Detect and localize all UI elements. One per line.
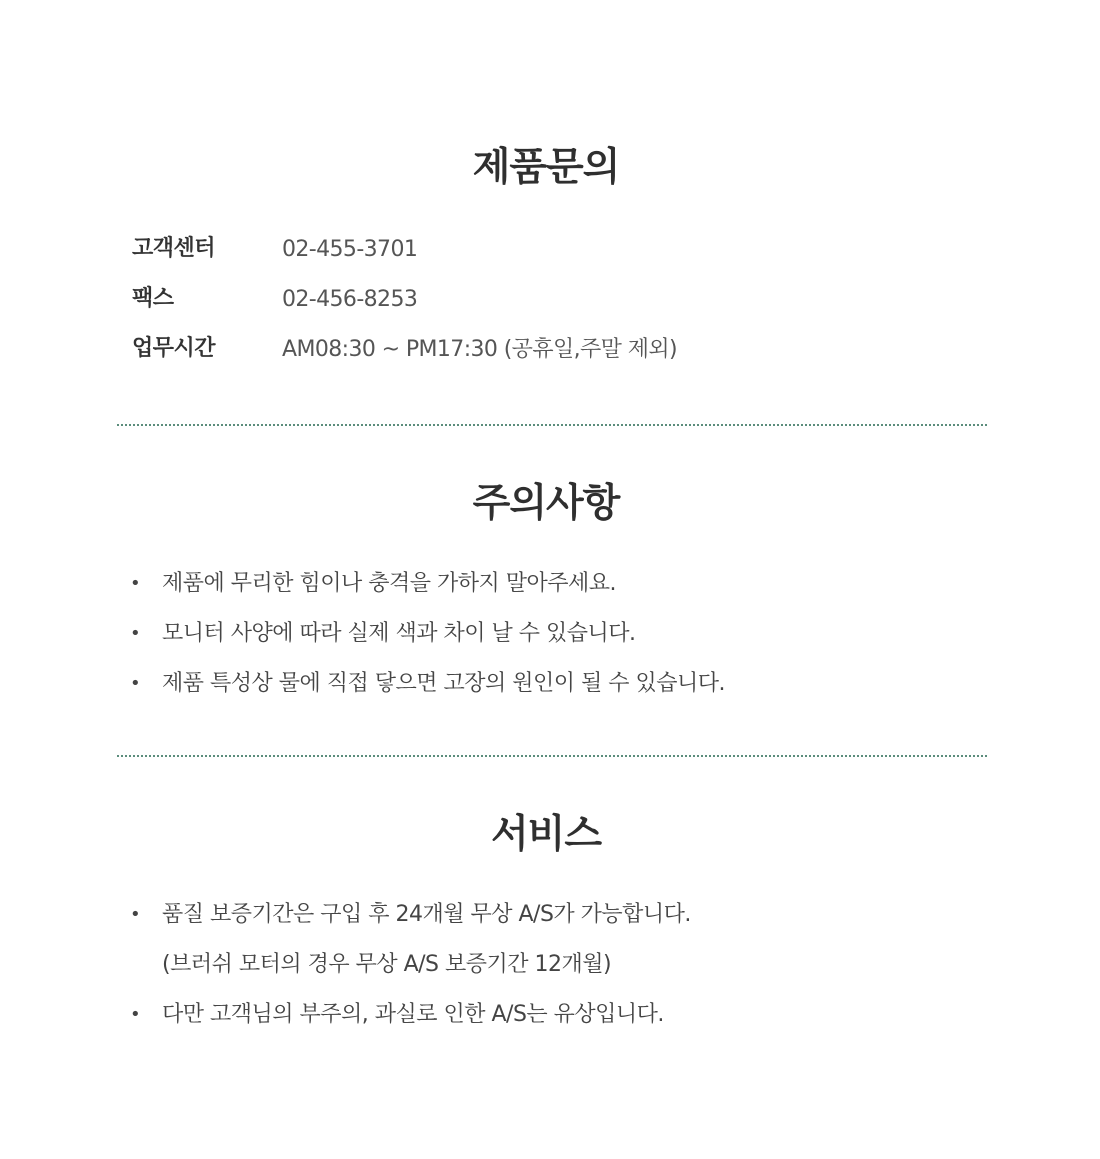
bullet-icon: • <box>130 623 141 644</box>
service-section-title: 서비스 <box>490 812 602 857</box>
contact-label: 업무시간 <box>132 336 216 361</box>
bullet-icon: • <box>130 573 141 594</box>
notice-list-item <box>130 668 990 700</box>
bullet-icon: • <box>130 673 141 694</box>
contact-value-fax: 02-456-8253 <box>282 287 418 312</box>
service-list-item <box>130 899 990 931</box>
contact-row-customer-center <box>132 234 992 264</box>
bullet-icon: • <box>130 1004 141 1025</box>
contact-value-phone: 02-455-3701 <box>282 237 418 262</box>
dotted-divider <box>117 755 987 757</box>
service-item-note: (브러쉬 모터의 경우 무상 A/S 보증기간 12개월) <box>162 952 612 977</box>
service-item-text: 다만 고객님의 부주의, 과실로 인한 A/S는 유상입니다. <box>162 1002 664 1027</box>
notice-item-text: 제품 특성상 물에 직접 닿으면 고장의 원인이 될 수 있습니다. <box>162 671 725 696</box>
notice-list-item <box>130 618 990 650</box>
bullet-icon: • <box>130 904 141 925</box>
contact-label: 고객센터 <box>132 236 216 261</box>
service-item-text: 품질 보증기간은 구입 후 24개월 무상 A/S가 가능합니다. <box>162 902 691 927</box>
notice-item-text: 모니터 사양에 따라 실제 색과 차이 날 수 있습니다. <box>162 621 636 646</box>
service-list-item-continuation <box>130 949 990 981</box>
dotted-divider <box>117 424 987 426</box>
contact-row-business-hours <box>132 334 992 364</box>
notice-item-text: 제품에 무리한 힘이나 충격을 가하지 말아주세요. <box>162 571 617 596</box>
notice-list-item <box>130 568 990 600</box>
contact-row-fax <box>132 284 992 314</box>
contact-section-title: 제품문의 <box>472 145 620 190</box>
contact-value-hours: AM08:30 ~ PM17:30 (공휴일,주말 제외) <box>282 337 678 362</box>
contact-label: 팩스 <box>132 286 174 311</box>
service-list-item <box>130 999 990 1031</box>
notice-section-title: 주의사항 <box>472 481 620 526</box>
